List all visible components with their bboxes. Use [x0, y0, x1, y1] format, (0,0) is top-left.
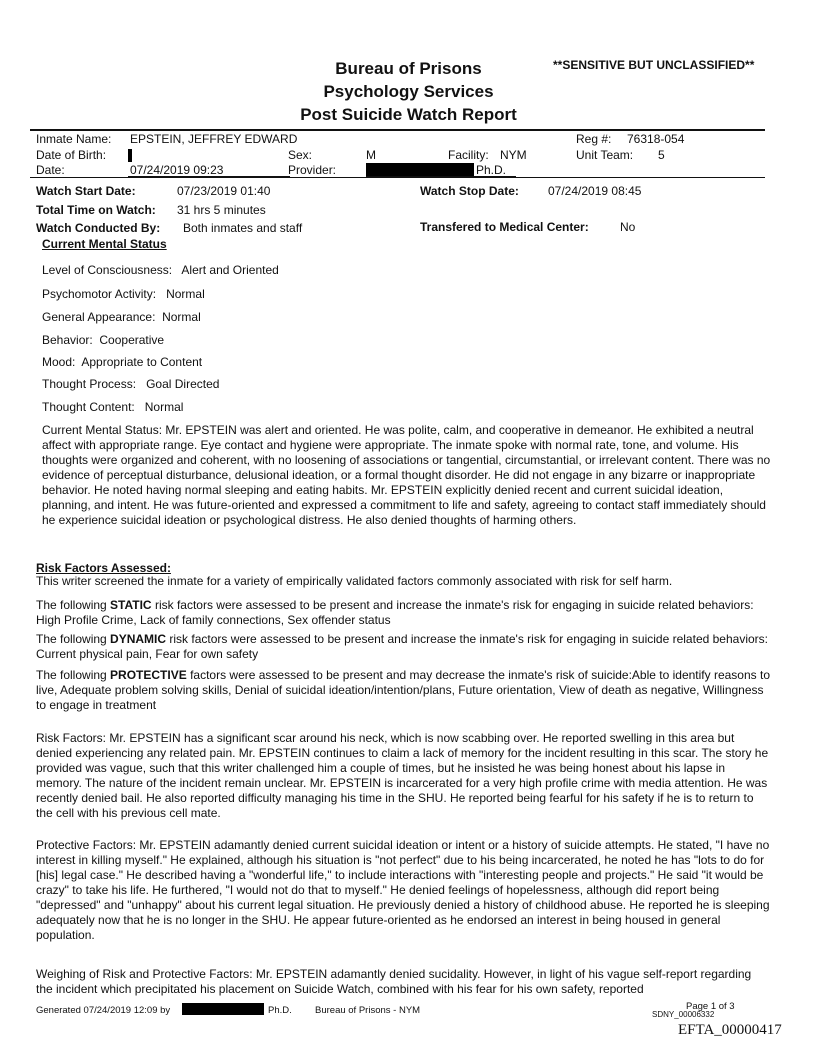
risk-factors-narrative: Risk Factors: Mr. EPSTEIN has a significant scar around his neck, which is now scabbing over. He reported swelling in this area but denied experiencing any related pain. Mr. EPSTEIN continues to claim a lack of memory for the incident resulting in this scar. The story he provided was vague, such that this writer challenged him a couple of times, but he insisted he was being honest about his lapse in memory. The nature of the incident remain unclear. Mr. EPSTEIN is incarcerated for a very high profile crime with media attention. He was recently denied bail. He also reported difficulty managing his time in the SHU. He reported being fearful for his safety if he is to return to the cell with his previous cell mate.	[36, 731, 769, 820]
footer-credential: Ph.D.	[268, 1005, 292, 1016]
reg-label: Reg #:	[576, 132, 612, 146]
page-number: Page 1 of 3	[686, 1001, 735, 1012]
inmate-name-label: Inmate Name:	[36, 132, 112, 146]
provider-label: Provider:	[288, 163, 337, 177]
watch-start-label: Watch Start Date:	[36, 184, 136, 198]
dob-label: Date of Birth:	[36, 148, 107, 162]
dob-redaction	[128, 149, 132, 162]
reg-value: 76318-054	[627, 132, 685, 146]
report-title-line-3: Post Suicide Watch Report	[300, 105, 517, 124]
risk-intro: This writer screened the inmate for a variety of empirically validated factors commonly associated with risk for self harm.	[36, 574, 673, 588]
watch-conducted-label: Watch Conducted By:	[36, 221, 161, 235]
bates-number: SDNY_00006332	[652, 1010, 715, 1019]
watch-conducted-value: Both inmates and staff	[183, 221, 303, 235]
watch-stop-label: Watch Stop Date:	[420, 184, 519, 198]
facility-label: Facility:	[448, 148, 489, 162]
sex-value: M	[366, 148, 376, 162]
mental-status-narrative: Current Mental Status: Mr. EPSTEIN was alert and oriented. He was polite, calm, and cooperative in demeanor. He exhibited a neutral affect with appropriate range. Eye contact and hygiene were appropriate. The inmate spoke with normal rate, tone, and volume. His thoughts were organized and coherent, with no loosening of associations or tangential, circumstantial, or irrelevant content. There was no evidence of perceptual disturbance, delusional ideation, or a formal thought disorder. He did not engage in any bizarre or inappropriate behavior. He noted having normal sleeping and eating habits. Mr. EPSTEIN explicitly denied recent and current suicidal ideation, planning, and intent. He was future-oriented and expressed a commitment to life and safety, agreeing to contact staff immediately should he experience suicidal ideation or psychological distress. He also denied thoughts of harming others.	[42, 423, 771, 527]
date-value: 07/24/2019 09:23	[130, 163, 224, 177]
footer-redaction	[182, 1003, 264, 1015]
facility-value: NYM	[500, 148, 527, 162]
unit-team-label: Unit Team:	[576, 148, 634, 162]
provider-redaction	[366, 163, 474, 176]
mental-status-item: Psychomotor Activity: Normal	[42, 287, 205, 301]
risk-factors-heading: Risk Factors Assessed:	[36, 561, 171, 575]
mental-status-item: General Appearance: Normal	[42, 310, 201, 324]
footer-organization: Bureau of Prisons - NYM	[315, 1005, 421, 1016]
mental-status-item: Level of Consciousness: Alert and Oriented	[42, 263, 279, 277]
footer-generated: Generated 07/24/2019 12:09 by	[36, 1005, 171, 1016]
unit-team-value: 5	[658, 148, 665, 162]
watch-start-value: 07/23/2019 01:40	[177, 184, 271, 198]
sensitivity-marking: **SENSITIVE BUT UNCLASSIFIED**	[553, 58, 755, 72]
mental-status-heading: Current Mental Status	[42, 237, 167, 251]
total-time-label: Total Time on Watch:	[36, 203, 156, 217]
report-title-line-2: Psychology Services	[323, 82, 494, 101]
mental-status-item: Thought Process: Goal Directed	[42, 377, 220, 391]
transfer-label: Transfered to Medical Center:	[420, 220, 589, 234]
weighing-narrative: Weighing of Risk and Protective Factors: Mr. EPSTEIN adamantly denied sucidality. However, in light of his vague self-report regarding the incident which precipitated his placement on Suicide Watch, combined with his fear for his own safety, reported	[36, 967, 752, 996]
watch-stop-value: 07/24/2019 08:45	[548, 184, 642, 198]
mental-status-item: Behavior: Cooperative	[42, 333, 165, 347]
header-rule	[30, 129, 765, 131]
report-title-line-1: Bureau of Prisons	[335, 59, 482, 78]
dynamic-risk-factors: The following DYNAMIC risk factors were assessed to be present and increase the inmate's risk for engaging in suicide related behaviors: Current physical pain, Fear for own safety	[36, 632, 768, 661]
transfer-value: No	[620, 220, 636, 234]
date-label: Date:	[36, 163, 65, 177]
total-time-value: 31 hrs 5 minutes	[177, 203, 266, 217]
efta-number: EFTA_00000417	[678, 1022, 782, 1038]
sex-label: Sex:	[288, 148, 313, 162]
info-rule	[30, 177, 765, 178]
static-risk-factors: The following STATIC risk factors were assessed to be present and increase the inmate's risk for engaging in suicide related behaviors: High Profile Crime, Lack of family connections, Sex offender status	[36, 598, 754, 627]
provider-credential: Ph.D.	[476, 163, 507, 177]
protective-factors: The following PROTECTIVE factors were assessed to be present and may decrease the inmate's risk of suicide:Able to identify reasons to live, Adequate problem solving skills, Denial of suicidal ideation/intention/plans, Future orientation, View of death as negative, Willingness to engage in treatment	[36, 668, 770, 712]
mental-status-item: Thought Content: Normal	[42, 400, 184, 414]
protective-factors-narrative: Protective Factors: Mr. EPSTEIN adamantly denied current suicidal ideation or intent or a history of suicide attempts. He stated, "I have no interest in killing myself." He explained, although his situation is "not perfect" due to his being incarcerated, he noted he has "lots to do for [his] legal case." He described having a "wonderful life," to include interactions with "interesting people and projects." He said "it would be crazy" to take his life. He furthered, "I would not do that to myself." He denied feelings of hopelessness, although did report being "depressed" and "unhappy" about his current legal situation. He previously denied a history of childhood abuse. He reported he is sleeping adequately now that he is no longer in the SHU. He appear future-oriented as he endorsed an interest in being housed in general population.	[36, 838, 770, 942]
inmate-name-value: EPSTEIN, JEFFREY EDWARD	[130, 132, 298, 146]
mental-status-item: Mood: Appropriate to Content	[42, 355, 203, 369]
